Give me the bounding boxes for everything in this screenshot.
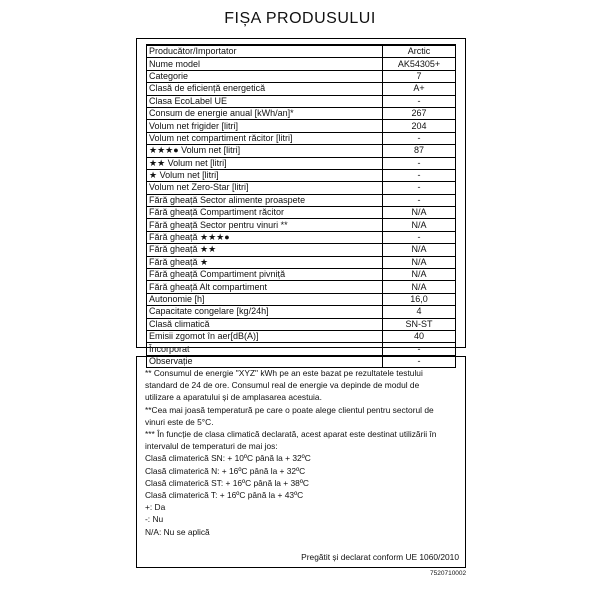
row-value: - xyxy=(383,95,456,107)
table-row xyxy=(147,120,456,132)
table-row xyxy=(147,58,456,70)
row-value: N/A xyxy=(383,244,456,256)
row-label: Producător/Importator xyxy=(147,45,383,58)
row-label: Încorporat xyxy=(147,343,383,355)
table-row xyxy=(147,194,456,206)
signoff-text: Pregătit și declarat conform UE 1060/2010 xyxy=(301,551,459,562)
row-label: Clasă de eficiență energetică xyxy=(147,83,383,95)
row-label: Fără gheață Compartiment răcitor xyxy=(147,207,383,219)
table-row xyxy=(147,244,456,256)
table-row xyxy=(147,293,456,305)
table-row xyxy=(147,169,456,181)
note-line: Clasă climaterică N: + 16ºC până la + 32ºC xyxy=(145,465,306,476)
table-row xyxy=(147,70,456,82)
table-row xyxy=(147,219,456,231)
table-row xyxy=(147,157,456,169)
table-row xyxy=(147,145,456,157)
row-value: 267 xyxy=(383,107,456,119)
row-label: Clasa EcoLabel UE xyxy=(147,95,383,107)
row-label: Fără gheață ★★★● xyxy=(147,231,383,243)
row-value: - xyxy=(383,169,456,181)
row-label: Capacitate congelare [kg/24h] xyxy=(147,306,383,318)
table-row xyxy=(147,281,456,293)
row-value: - xyxy=(383,157,456,169)
table-row xyxy=(147,107,456,119)
row-value: Arctic xyxy=(383,45,456,58)
note-line: Clasă climaterică T: + 16ºC până la + 43ºC xyxy=(145,490,304,501)
row-value: SN-ST xyxy=(383,318,456,330)
row-value: A+ xyxy=(383,83,456,95)
row-value: N/A xyxy=(383,281,456,293)
row-label: Volum net Zero-Star [litri] xyxy=(147,182,383,194)
row-value: N/A xyxy=(383,269,456,281)
row-value: N/A xyxy=(383,256,456,268)
row-value: 7 xyxy=(383,70,456,82)
row-value: - xyxy=(383,194,456,206)
row-label: Volum net compartiment răcitor [litri] xyxy=(147,132,383,144)
row-value: 4 xyxy=(383,306,456,318)
row-value: AK54305+ xyxy=(383,58,456,70)
note-line: **Cea mai joasă temperatură pe care o poate alege clientul pentru sectorul de xyxy=(145,404,434,415)
row-label: Nume model xyxy=(147,58,383,70)
row-label: Volum net frigider [litri] xyxy=(147,120,383,132)
document-code: 7520710002 xyxy=(430,570,467,577)
row-label: Fără gheață Alt compartiment xyxy=(147,281,383,293)
row-label: Consum de energie anual [kWh/an]* xyxy=(147,107,383,119)
row-label: Autonomie [h] xyxy=(147,293,383,305)
note-line: -: Nu xyxy=(145,514,164,525)
note-line: utilizare a aparatului și de amplasarea acestuia. xyxy=(145,392,322,403)
note-line: intervalul de temperaturi de mai jos: xyxy=(145,441,278,452)
table-row xyxy=(147,306,456,318)
table-row xyxy=(147,207,456,219)
row-value: 87 xyxy=(383,145,456,157)
row-label: Fără gheață ★★ xyxy=(147,244,383,256)
row-label: Observație xyxy=(147,355,383,367)
table-row xyxy=(147,45,456,58)
row-value: - xyxy=(383,355,456,367)
row-value: - xyxy=(383,343,456,355)
row-value: - xyxy=(383,231,456,243)
table-row xyxy=(147,256,456,268)
row-value: 204 xyxy=(383,120,456,132)
note-line: *** În funcție de clasa climatică declarată, acest aparat este destinat utilizării în xyxy=(145,429,437,440)
table-row xyxy=(147,182,456,194)
table-row xyxy=(147,95,456,107)
row-value: - xyxy=(383,132,456,144)
table-row xyxy=(147,132,456,144)
row-label: Fără gheață Compartiment pivniță xyxy=(147,269,383,281)
row-label: Emisii zgomot în aer[dB(A)] xyxy=(147,330,383,342)
row-value: N/A xyxy=(383,207,456,219)
note-line: N/A: Nu se aplică xyxy=(145,526,210,537)
row-label: ★★ Volum net [litri] xyxy=(147,157,383,169)
note-line: Clasă climaterică SN: + 10ºC până la + 32ºC xyxy=(145,453,311,464)
table-row xyxy=(147,330,456,342)
note-line: standard de 24 de ore. Consumul real de energie va depinde de modul de xyxy=(145,380,420,391)
spec-table xyxy=(146,44,456,368)
row-label: ★★★● Volum net [litri] xyxy=(147,145,383,157)
row-label: Fără gheață ★ xyxy=(147,256,383,268)
table-row xyxy=(147,343,456,355)
row-value: 16,0 xyxy=(383,293,456,305)
note-line: Clasă climaterică ST: + 16ºC până la + 38ºC xyxy=(145,477,309,488)
note-line: ** Consumul de energie "XYZ" kWh pe an este bazat pe rezultatele testului xyxy=(145,368,423,378)
table-row xyxy=(147,318,456,330)
page-title: FIȘA PRODUSULUI xyxy=(224,10,376,27)
row-label: Categorie xyxy=(147,70,383,82)
row-label: ★ Volum net [litri] xyxy=(147,169,383,181)
notes-list xyxy=(145,367,459,538)
note-line: +: Da xyxy=(145,502,166,513)
note-line: vinuri este de 5°C. xyxy=(145,416,214,427)
notes-box xyxy=(136,356,466,568)
row-label: Clasă climatică xyxy=(147,318,383,330)
table-row xyxy=(147,83,456,95)
row-value: - xyxy=(383,182,456,194)
table-row xyxy=(147,269,456,281)
row-value: N/A xyxy=(383,219,456,231)
table-row xyxy=(147,231,456,243)
row-label: Fără gheață Sector alimente proaspete xyxy=(147,194,383,206)
row-value: 40 xyxy=(383,330,456,342)
row-label: Fără gheață Sector pentru vinuri ** xyxy=(147,219,383,231)
